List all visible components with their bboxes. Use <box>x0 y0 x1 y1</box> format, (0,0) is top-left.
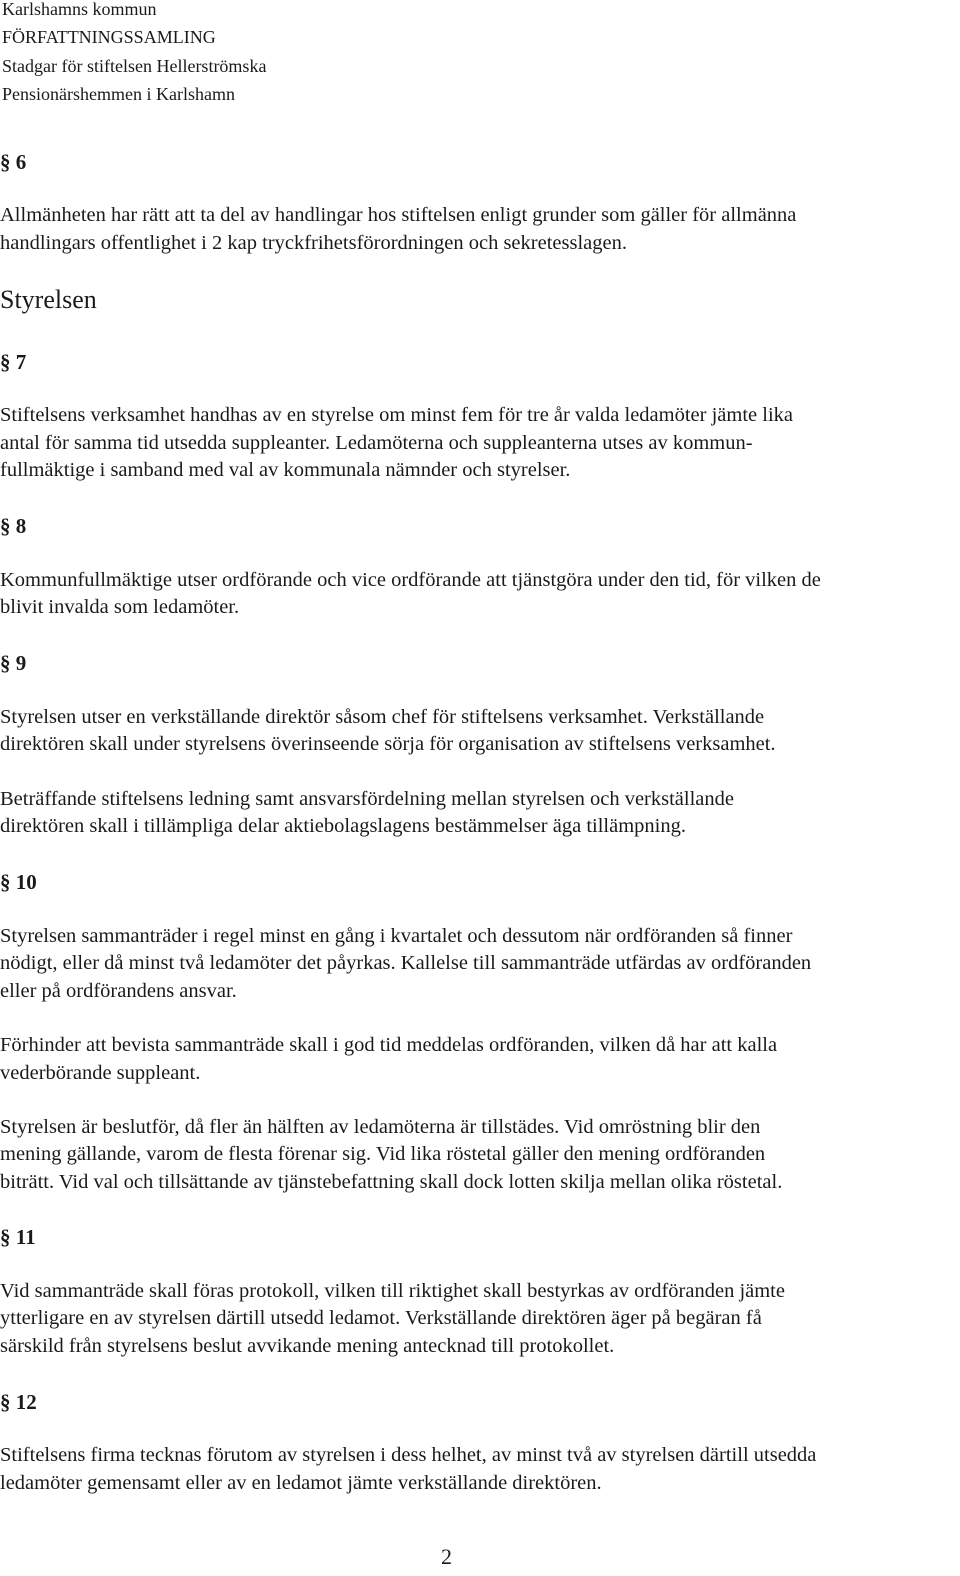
section-10-text: Styrelsen är beslutför, då fler än hälften av ledamöterna är tillstädes. Vid omröstning blir den <box>0 1116 761 1138</box>
section-11-text: Vid sammanträde skall föras protokoll, vilken till riktighet skall bestyrkas av ordföranden jämte <box>0 1280 785 1302</box>
section-9-text: Styrelsen utser en verkställande direktör såsom chef för stiftelsens verksamhet. Verkställande <box>0 706 765 728</box>
section-9-label: § 9 <box>0 651 27 675</box>
section-12-text: ledamöter gemensamt eller av en ledamot jämte verkställande direktören. <box>0 1472 602 1494</box>
page-number: 2 <box>441 1544 452 1569</box>
section-10-text: eller på ordförandens ansvar. <box>0 980 237 1002</box>
header-municipality: Karlshamns kommun <box>2 0 157 19</box>
section-10-text: Styrelsen sammanträder i regel minst en gång i kvartalet och dessutom när ordföranden så finner <box>0 925 793 947</box>
header-title-1: Stadgar för stiftelsen Hellerströmska <box>2 56 267 76</box>
section-8-text: Kommunfullmäktige utser ordförande och vice ordförande att tjänstgöra under den tid, för vilken de <box>0 569 821 591</box>
section-7-label: § 7 <box>0 350 27 374</box>
section-10-label: § 10 <box>0 870 37 894</box>
section-6-label: § 6 <box>0 150 27 174</box>
section-10-text: vederbörande suppleant. <box>0 1062 201 1084</box>
chapter-heading: Styrelsen <box>0 285 97 314</box>
section-7-text: fullmäktige i samband med val av kommunala nämnder och styrelser. <box>0 459 571 481</box>
section-6-text: handlingars offentlighet i 2 kap tryckfrihetsförordningen och sekretesslagen. <box>0 232 627 254</box>
section-9-text: Beträffande stiftelsens ledning samt ansvarsfördelning mellan styrelsen och verkställande <box>0 788 734 810</box>
section-11-text: särskild från styrelsens beslut avvikande mening antecknad till protokollet. <box>0 1335 615 1357</box>
section-12-text: Stiftelsens firma tecknas förutom av styrelsen i dess helhet, av minst två av styrelsen därtill utsedda <box>0 1444 817 1466</box>
header-title-2: Pensionärshemmen i Karlshamn <box>2 84 235 104</box>
section-8-text: blivit invalda som ledamöter. <box>0 596 240 618</box>
section-11-label: § 11 <box>0 1225 36 1249</box>
section-6-text: Allmänheten har rätt att ta del av handlingar hos stiftelsen enligt grunder som gäller för allmänna <box>0 204 797 226</box>
section-7-text: Stiftelsens verksamhet handhas av en styrelse om minst fem för tre år valda ledamöter jämte lika <box>0 404 793 426</box>
section-10-text: mening gällande, varom de flesta förenar sig. Vid lika röstetal gäller den mening ordföranden <box>0 1143 766 1165</box>
section-8-label: § 8 <box>0 514 27 538</box>
section-7-text: antal för samma tid utsedda suppleanter. Ledamöterna och suppleanterna utses av kommun- <box>0 432 753 454</box>
section-9-text: direktören skall under styrelsens överinseende sörja för organisation av stiftelsens verksamhet. <box>0 733 776 755</box>
section-10-text: Förhinder att bevista sammanträde skall i god tid meddelas ordföranden, vilken då har att kalla <box>0 1034 778 1056</box>
section-10-text: biträtt. Vid val och tillsättande av tjänstebefattning skall dock lotten skilja mellan olika röstetal. <box>0 1171 783 1193</box>
section-9-text: direktören skall i tillämpliga delar aktiebolagslagens bestämmelser äga tillämpning. <box>0 815 686 837</box>
header-collection: FÖRFATTNINGSSAMLING <box>2 27 216 47</box>
section-10-text: nödigt, eller då minst två ledamöter det påyrkas. Kallelse till sammanträde utfärdas av ordföranden <box>0 952 812 974</box>
section-12-label: § 12 <box>0 1390 37 1414</box>
section-11-text: ytterligare en av styrelsen därtill utsedd ledamot. Verkställande direktören äger på begäran få <box>0 1307 762 1329</box>
